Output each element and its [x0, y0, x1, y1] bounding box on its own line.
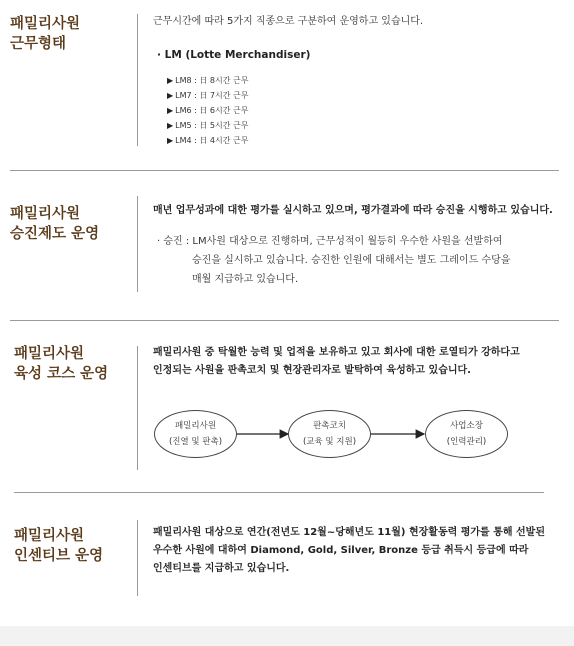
section-divider [10, 170, 559, 171]
flow-node-family-staff: 패밀리사원 (진열 및 판촉) [154, 410, 237, 458]
lm-subtitle: · LM (Lotte Merchandiser) [157, 49, 311, 61]
arrow-right-icon: ▶ [167, 76, 174, 85]
body-line: 우수한 사원에 대하여 Diamond, Gold, Silver, Bronze 등급 취득시 등급에 따라 [153, 545, 529, 556]
heading-line: 육성 코스 운영 [14, 366, 109, 382]
list-item: ▶ LM6 : 日 6시간 근무 [167, 106, 249, 115]
footer-band [0, 626, 574, 646]
flow-node-branch-manager: 사업소장 (인력관리) [425, 410, 508, 458]
section-heading [14, 344, 108, 384]
heading-line: 패밀리사원 [14, 346, 85, 362]
flow-node-promo-coach: 판촉코치 (교육 및 지원) [288, 410, 371, 458]
arrow-right-icon: ▶ [167, 121, 174, 130]
divider-vertical [137, 14, 138, 146]
list-item: ▶ LM7 : 日 7시간 근무 [167, 91, 249, 100]
lm-list [167, 73, 248, 148]
arrow-right-icon: ▶ [167, 91, 174, 100]
body-line: · 승진 : LM사원 대상으로 진행하며, 근무성적이 월등히 우수한 사원을 선발하여 [157, 236, 503, 247]
section-divider [14, 492, 544, 493]
list-item: ▶ LM5 : 日 5시간 근무 [167, 121, 249, 130]
body-line: 인센티브를 지급하고 있습니다. [153, 563, 290, 574]
list-item: ▶ LM8 : 日 8시간 근무 [167, 76, 249, 85]
body-line: 인정되는 사원을 판촉코치 및 현장관리자로 발탁하여 육성하고 있습니다. [153, 365, 471, 376]
section-heading [10, 204, 99, 244]
intro-text: 매년 업무성과에 대한 평가를 실시하고 있으며, 평가결과에 따라 승진을 시행하고 있습니다. [153, 205, 553, 216]
heading-line: 패밀리사원 [14, 528, 85, 544]
heading-line: 패밀리사원 [10, 16, 81, 32]
heading-line: 승진제도 운영 [10, 226, 100, 242]
section-divider [10, 320, 559, 321]
body-line: 패밀리사원 대상으로 연간(전년도 12월~당해년도 11월) 현장활동력 평가를 통해 선발된 [153, 527, 545, 538]
divider-vertical [137, 520, 138, 596]
section-heading [10, 14, 80, 54]
arrow-right-icon: ▶ [167, 136, 174, 145]
body-line: 패밀리사원 중 탁월한 능력 및 업적을 보유하고 있고 회사에 대한 로열티가 강하다고 [153, 347, 520, 358]
list-item: ▶ LM4 : 日 4시간 근무 [167, 136, 249, 145]
intro-text: 근무시간에 따라 5가지 직종으로 구분하여 운영하고 있습니다. [153, 16, 424, 27]
body-line: 매월 지급하고 있습니다. [192, 274, 299, 285]
heading-line: 패밀리사원 [10, 206, 81, 222]
arrow-right-icon: ▶ [167, 106, 174, 115]
heading-line: 인센티브 운영 [14, 548, 104, 564]
body-line: 승진을 실시하고 있습니다. 승진한 인원에 대해서는 별도 그레이드 수당을 [192, 255, 511, 266]
section-heading [14, 526, 103, 566]
heading-line: 근무형태 [10, 36, 67, 52]
divider-vertical [137, 196, 138, 292]
